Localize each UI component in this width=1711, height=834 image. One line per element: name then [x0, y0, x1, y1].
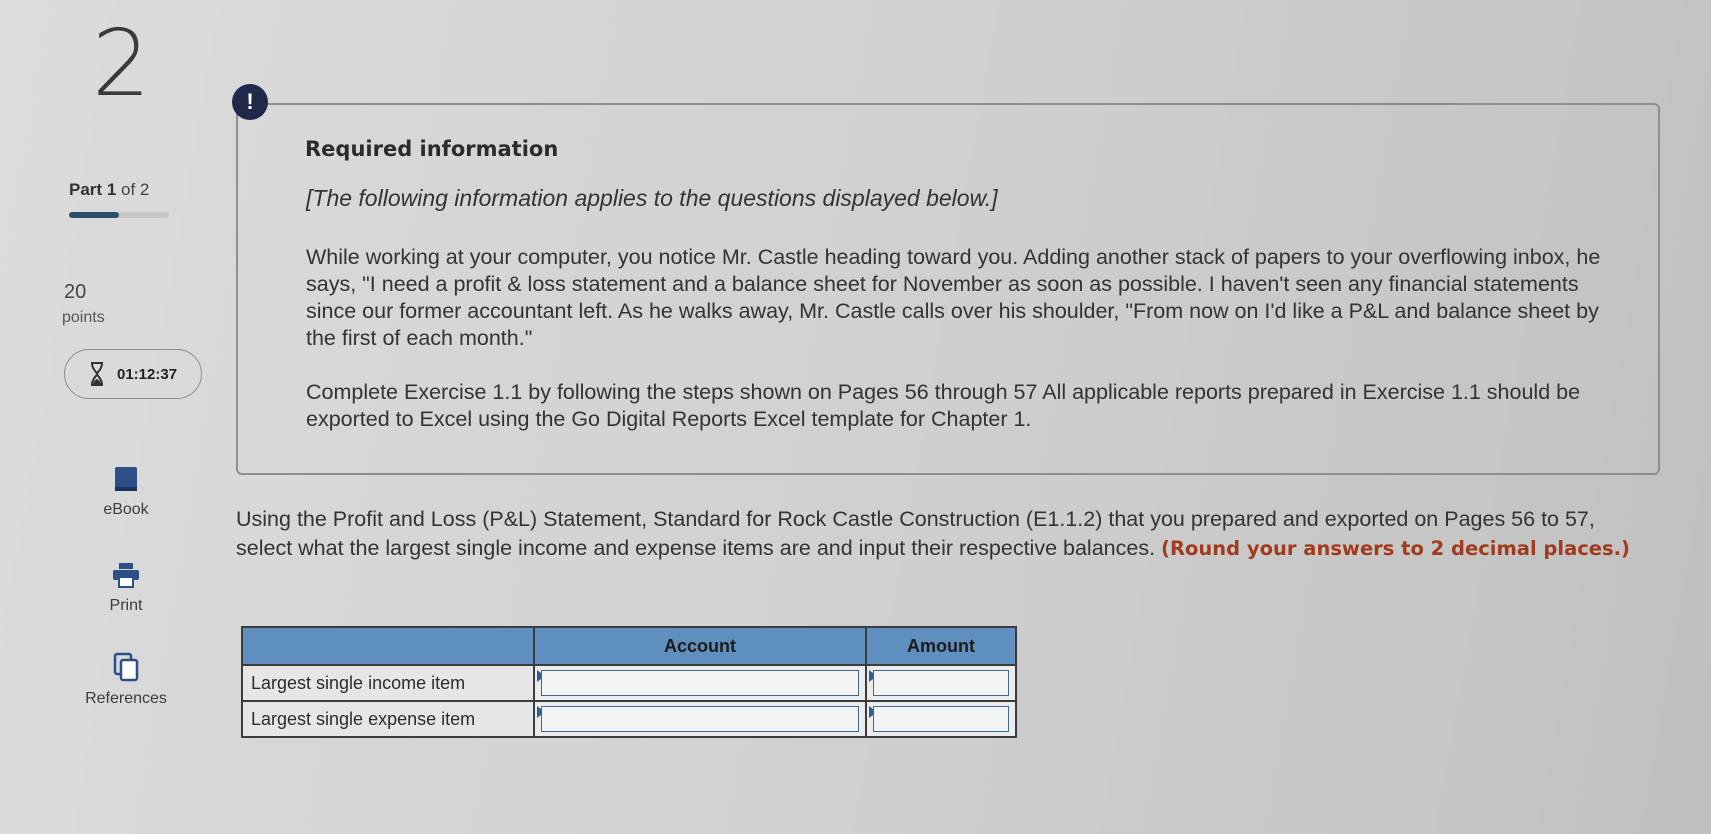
answer-table — [241, 626, 1017, 738]
references-button[interactable] — [61, 652, 191, 708]
part-progress-bar — [69, 212, 169, 218]
info-paragraph-1: While working at your computer, you notice Mr. Castle heading toward you. Adding another stack of papers to your overflowing inbox, he says, "I need a profit & loss statement and a balance sheet for November as soon as possible. I haven't seen any financial statements since our former accountant left. As he walks away, Mr. Castle calls over his shoulder, "From now on I'd like a P&L and balance sheet by the first of each month." — [306, 245, 1601, 350]
question-number: 2 — [92, 10, 151, 117]
income-amount-input[interactable] — [866, 665, 1016, 701]
part-label: Part — [69, 180, 103, 199]
expense-account-select[interactable] — [534, 701, 866, 737]
income-account-select[interactable] — [534, 665, 866, 701]
alert-icon: ! — [232, 84, 268, 120]
question-text: Using the Profit and Loss (P&L) Statement, Standard for Rock Castle Construction (E1.1.2) that you prepared and exported on Pages 56 to 57, select what the largest single income and expense items are and input their respective balances. — [236, 507, 1595, 560]
part-progress-fill — [69, 212, 119, 218]
copy-icon — [112, 652, 140, 682]
book-icon — [112, 465, 140, 493]
points-label: points — [62, 309, 105, 326]
header-account: Account — [534, 627, 866, 665]
part-indicator — [69, 180, 149, 200]
question-prompt — [236, 505, 1656, 563]
printer-icon — [111, 561, 141, 589]
print-button[interactable] — [61, 561, 191, 615]
header-amount: Amount — [866, 627, 1016, 665]
table-header-row — [242, 627, 1016, 665]
hourglass-icon — [89, 362, 105, 386]
expense-amount-input[interactable] — [866, 701, 1016, 737]
part-total: of 2 — [121, 180, 150, 199]
expense-amount-field[interactable] — [873, 706, 1009, 732]
rounding-hint: (Round your answers to 2 decimal places.) — [1161, 537, 1630, 560]
timer-button[interactable] — [64, 349, 202, 399]
row-label-expense: Largest single expense item — [242, 701, 534, 737]
table-row — [242, 665, 1016, 701]
ebook-button[interactable] — [61, 465, 191, 519]
info-paragraph-2: Complete Exercise 1.1 by following the steps shown on Pages 56 through 57 All applicable reports prepared in Exercise 1.1 should be exported to Excel using the Go Digital Reports Excel template for Chapter 1. — [306, 380, 1581, 431]
info-title: Required information — [305, 137, 559, 161]
header-blank — [242, 627, 534, 665]
table-row — [242, 701, 1016, 737]
timer-value: 01:12:37 — [117, 365, 178, 383]
print-label: Print — [109, 597, 143, 614]
row-label-income: Largest single income item — [242, 665, 534, 701]
part-current: 1 — [106, 180, 117, 199]
ebook-label: eBook — [103, 501, 149, 518]
expense-account-field[interactable] — [541, 706, 859, 732]
income-account-field[interactable] — [541, 670, 859, 696]
income-amount-field[interactable] — [873, 670, 1009, 696]
points-value: 20 — [64, 281, 87, 303]
info-note: [The following information applies to the questions displayed below.] — [306, 185, 998, 211]
references-label: References — [85, 690, 167, 707]
